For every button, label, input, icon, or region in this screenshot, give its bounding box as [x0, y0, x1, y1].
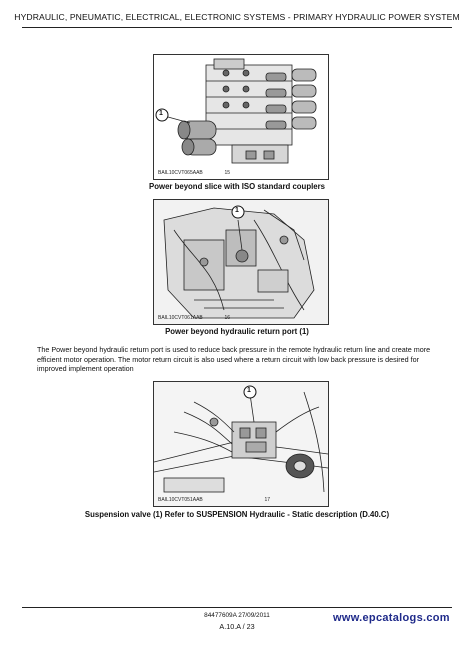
- valve-stack-illustration: [154, 55, 328, 179]
- figure-return-port: [153, 199, 329, 325]
- page-header-title: HYDRAULIC, PNEUMATIC, ELECTRICAL, ELECTRONIC SYSTEMS - PRIMARY HYDRAULIC POWER SYSTEM: [14, 12, 460, 22]
- footer-doc-ref: 84477609A 27/09/2011: [204, 612, 270, 619]
- figure-code: BAIL10CVT061AAB: [158, 315, 203, 321]
- footer-divider: [22, 607, 452, 608]
- figure-number: 16: [224, 315, 230, 321]
- watermark-logo: www.epcatalogs.com: [333, 612, 450, 624]
- header-divider: [22, 27, 452, 28]
- figure-caption: Suspension valve (1) Refer to SUSPENSION Hydraulic - Static description (D.40.C): [84, 510, 390, 519]
- suspension-valve-illustration: [154, 382, 328, 506]
- figure-number: 17: [264, 497, 270, 503]
- figure-power-beyond-slice: [153, 54, 329, 180]
- body-paragraph: The Power beyond hydraulic return port is used to reduce back pressure in the remote hydraulic return line and create more efficient motor operation. The motor return circuit is also used where a return circuit with low back pressure is desired for improved implement operation: [37, 345, 431, 374]
- figure-code: BAIL10CVT051AAB: [158, 497, 203, 503]
- callout-number: 1: [235, 207, 239, 214]
- figure-caption: Power beyond slice with ISO standard couplers: [149, 182, 325, 191]
- figure-caption: Power beyond hydraulic return port (1): [165, 327, 309, 336]
- footer-page-number: A.10.A / 23: [219, 622, 255, 631]
- callout-number: 1: [159, 110, 163, 117]
- figure-suspension-valve: [153, 381, 329, 507]
- figure-number: 15: [224, 170, 230, 176]
- callout-number: 1: [247, 387, 251, 394]
- figure-code: BAIL10CVT065AAB: [158, 170, 203, 176]
- return-port-illustration: [154, 200, 328, 324]
